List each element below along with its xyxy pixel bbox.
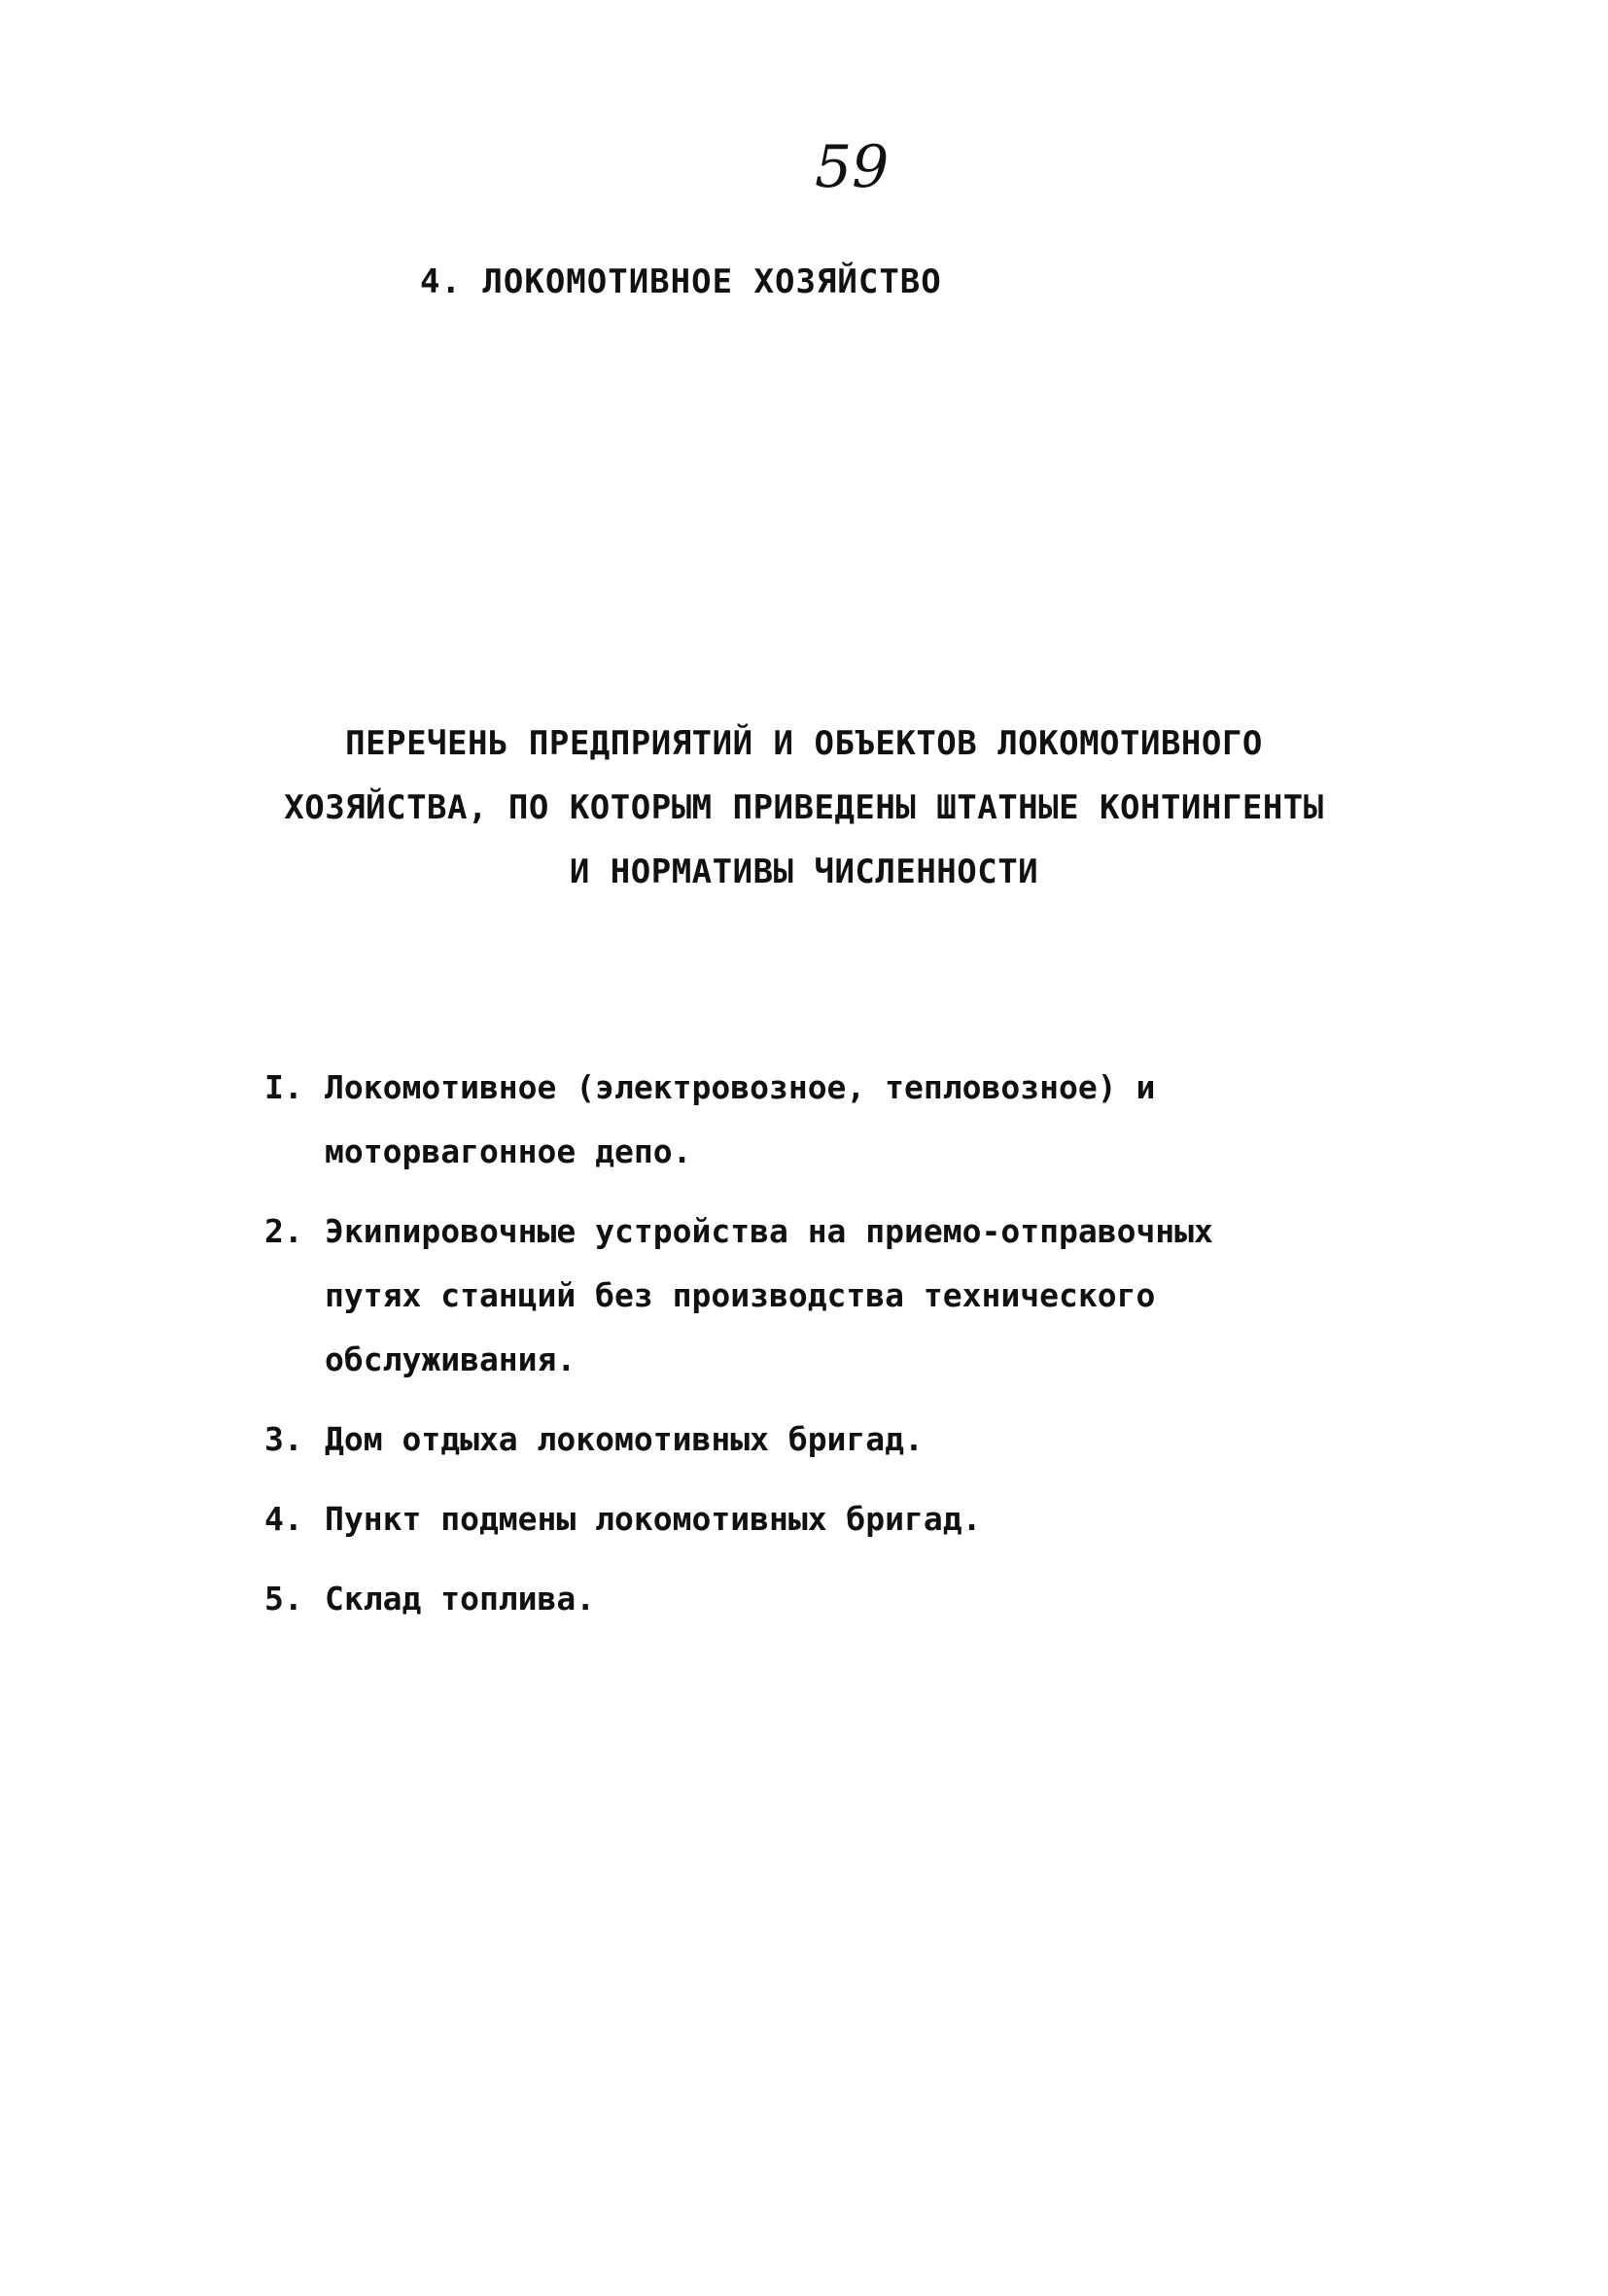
list-item-number: 4.	[264, 1500, 303, 1538]
section-title: 4. ЛОКОМОТИВНОЕ ХОЗЯЙСТВО	[420, 262, 942, 301]
list-item-text	[325, 1487, 1431, 1551]
heading-line: И НОРМАТИВЫ ЧИСЛЕННОСТИ	[569, 852, 1039, 891]
list-item-line: Склад топлива.	[325, 1580, 596, 1618]
enterprise-list	[264, 1056, 1431, 1647]
list-item-line: Дом отдыха локомотивных бригад.	[325, 1420, 924, 1458]
list-item-number: 5.	[264, 1580, 303, 1618]
list-item	[264, 1200, 1431, 1392]
heading-line: ПЕРЕЧЕНЬ ПРЕДПРИЯТИЙ И ОБЪЕКТОВ ЛОКОМОТИВНОГО	[345, 724, 1263, 763]
list-item-text	[325, 1408, 1431, 1472]
heading-line: ХОЗЯЙСТВА, ПО КОТОРЫМ ПРИВЕДЕНЫ ШТАТНЫЕ КОНТИНГЕНТЫ	[284, 788, 1324, 827]
list-item	[264, 1408, 1431, 1472]
list-item-text	[325, 1567, 1431, 1631]
list-item	[264, 1567, 1431, 1631]
page-number: 59	[815, 133, 890, 201]
list-item-number: I.	[264, 1068, 303, 1106]
list-item-line: Экипировочные устройства на приемо-отправочных	[325, 1212, 1213, 1250]
list-item-line: Пункт подмены локомотивных бригад.	[325, 1500, 982, 1538]
list-item	[264, 1487, 1431, 1551]
list-item-number: 3.	[264, 1420, 303, 1458]
list-item-line: Локомотивное (электровозное, тепловозное) и	[325, 1068, 1156, 1106]
list-item	[264, 1056, 1431, 1184]
list-item-line: обслуживания.	[325, 1340, 577, 1378]
list-item-line: моторвагонное депо.	[325, 1132, 692, 1170]
list-item-text	[325, 1056, 1431, 1184]
list-item-text	[325, 1200, 1431, 1392]
list-item-line: путях станций без производства технического	[325, 1276, 1156, 1314]
list-item-number: 2.	[264, 1212, 303, 1250]
document-heading	[194, 712, 1414, 904]
